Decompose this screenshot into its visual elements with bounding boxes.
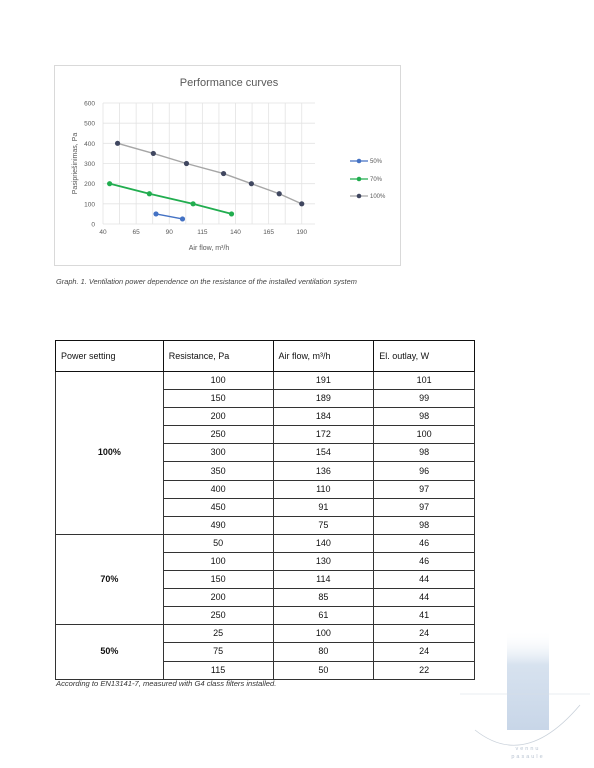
air-flow-cell: 85	[273, 589, 374, 607]
air-flow-cell: 114	[273, 571, 374, 589]
air-flow-cell: 191	[273, 372, 374, 390]
data-point	[221, 171, 226, 176]
performance-chart	[54, 65, 401, 266]
data-point	[277, 191, 282, 196]
data-point	[249, 181, 254, 186]
resistance-cell: 300	[163, 444, 273, 462]
data-point	[299, 201, 304, 206]
el-outlay-cell: 41	[374, 607, 475, 625]
data-point	[153, 211, 158, 216]
y-tick-label: 500	[84, 120, 95, 128]
el-outlay-cell: 100	[374, 426, 475, 444]
air-flow-cell: 61	[273, 607, 374, 625]
data-point	[151, 151, 156, 156]
x-tick-label: 165	[263, 229, 275, 236]
el-outlay-cell: 98	[374, 444, 475, 462]
el-outlay-cell: 101	[374, 372, 475, 390]
header-air-flow: Air flow, m³/h	[273, 341, 374, 372]
y-tick-label: 100	[84, 201, 95, 209]
el-outlay-cell: 96	[374, 462, 475, 480]
resistance-cell: 450	[163, 498, 273, 516]
air-flow-cell: 140	[273, 534, 374, 552]
chart-title: Performance curves	[179, 77, 279, 89]
table-row	[56, 372, 475, 390]
table-footnote: According to EN13141-7, measured with G4 class filters installed.	[56, 679, 277, 688]
resistance-cell: 400	[163, 480, 273, 498]
el-outlay-cell: 24	[374, 625, 475, 643]
header-power-setting: Power setting	[56, 341, 164, 372]
table-body	[56, 372, 475, 680]
legend-marker	[357, 194, 362, 199]
table-header-row	[56, 341, 475, 372]
el-outlay-cell: 99	[374, 390, 475, 408]
power-setting-cell: 70%	[56, 534, 164, 624]
air-flow-cell: 50	[273, 661, 374, 679]
graph-caption: Graph. 1. Ventilation power dependence on the resistance of the installed ventilation system	[56, 277, 357, 286]
x-tick-label: 115	[197, 229, 208, 236]
resistance-cell: 115	[163, 661, 273, 679]
y-axis-label: Pasipriešinimas, Pa	[72, 132, 79, 195]
legend-label: 50%	[370, 159, 383, 166]
air-flow-cell: 189	[273, 390, 374, 408]
data-point	[184, 161, 189, 166]
data-point	[107, 181, 112, 186]
x-tick-label: 65	[132, 229, 140, 236]
power-setting-cell: 50%	[56, 625, 164, 679]
x-tick-label: 90	[165, 229, 173, 236]
air-flow-cell: 110	[273, 480, 374, 498]
y-tick-label: 400	[84, 140, 95, 148]
watermark-text-2: pasaule	[511, 754, 545, 760]
el-outlay-cell: 98	[374, 516, 475, 534]
legend-label: 100%	[370, 194, 386, 201]
air-flow-cell: 75	[273, 516, 374, 534]
y-tick-label: 600	[84, 100, 95, 108]
y-tick-label: 300	[84, 161, 95, 168]
header-el-outlay: El. outlay, W	[374, 341, 475, 372]
air-flow-cell: 154	[273, 444, 374, 462]
watermark-text-1: vennu	[515, 746, 541, 752]
el-outlay-cell: 98	[374, 408, 475, 426]
el-outlay-cell: 97	[374, 480, 475, 498]
x-axis-label: Air flow, m³/h	[188, 245, 230, 252]
series-line-100pct	[118, 143, 302, 203]
data-point	[180, 216, 185, 221]
data-point	[115, 141, 120, 146]
resistance-cell: 50	[163, 534, 273, 552]
legend-marker	[357, 159, 362, 164]
performance-table	[55, 340, 475, 680]
air-flow-cell: 130	[273, 552, 374, 570]
resistance-cell: 490	[163, 516, 273, 534]
air-flow-cell: 184	[273, 408, 374, 426]
resistance-cell: 100	[163, 372, 273, 390]
x-tick-label: 140	[230, 229, 241, 236]
legend-label: 70%	[370, 177, 383, 184]
el-outlay-cell: 44	[374, 589, 475, 607]
resistance-cell: 150	[163, 571, 273, 589]
el-outlay-cell: 24	[374, 643, 475, 661]
x-tick-label: 40	[99, 229, 107, 236]
resistance-cell: 25	[163, 625, 273, 643]
resistance-cell: 200	[163, 589, 273, 607]
resistance-cell: 100	[163, 552, 273, 570]
resistance-cell: 75	[163, 643, 273, 661]
air-flow-cell: 91	[273, 498, 374, 516]
legend-marker	[357, 177, 362, 182]
chart-svg	[55, 66, 402, 267]
data-point	[147, 191, 152, 196]
header-resistance: Resistance, Pa	[163, 341, 273, 372]
table-row	[56, 534, 475, 552]
air-flow-cell: 172	[273, 426, 374, 444]
resistance-cell: 250	[163, 607, 273, 625]
air-flow-cell: 80	[273, 643, 374, 661]
power-setting-cell: 100%	[56, 372, 164, 535]
series-line-70pct	[110, 184, 232, 214]
resistance-cell: 200	[163, 408, 273, 426]
resistance-cell: 250	[163, 426, 273, 444]
x-tick-label: 190	[296, 229, 308, 236]
air-flow-cell: 136	[273, 462, 374, 480]
el-outlay-cell: 44	[374, 571, 475, 589]
y-tick-label: 0	[91, 221, 95, 229]
y-tick-label: 200	[84, 181, 95, 189]
resistance-cell: 350	[163, 462, 273, 480]
el-outlay-cell: 97	[374, 498, 475, 516]
resistance-cell: 150	[163, 390, 273, 408]
data-point	[229, 211, 234, 216]
table-row	[56, 625, 475, 643]
data-point	[191, 201, 196, 206]
air-flow-cell: 100	[273, 625, 374, 643]
el-outlay-cell: 46	[374, 552, 475, 570]
el-outlay-cell: 22	[374, 661, 475, 679]
el-outlay-cell: 46	[374, 534, 475, 552]
